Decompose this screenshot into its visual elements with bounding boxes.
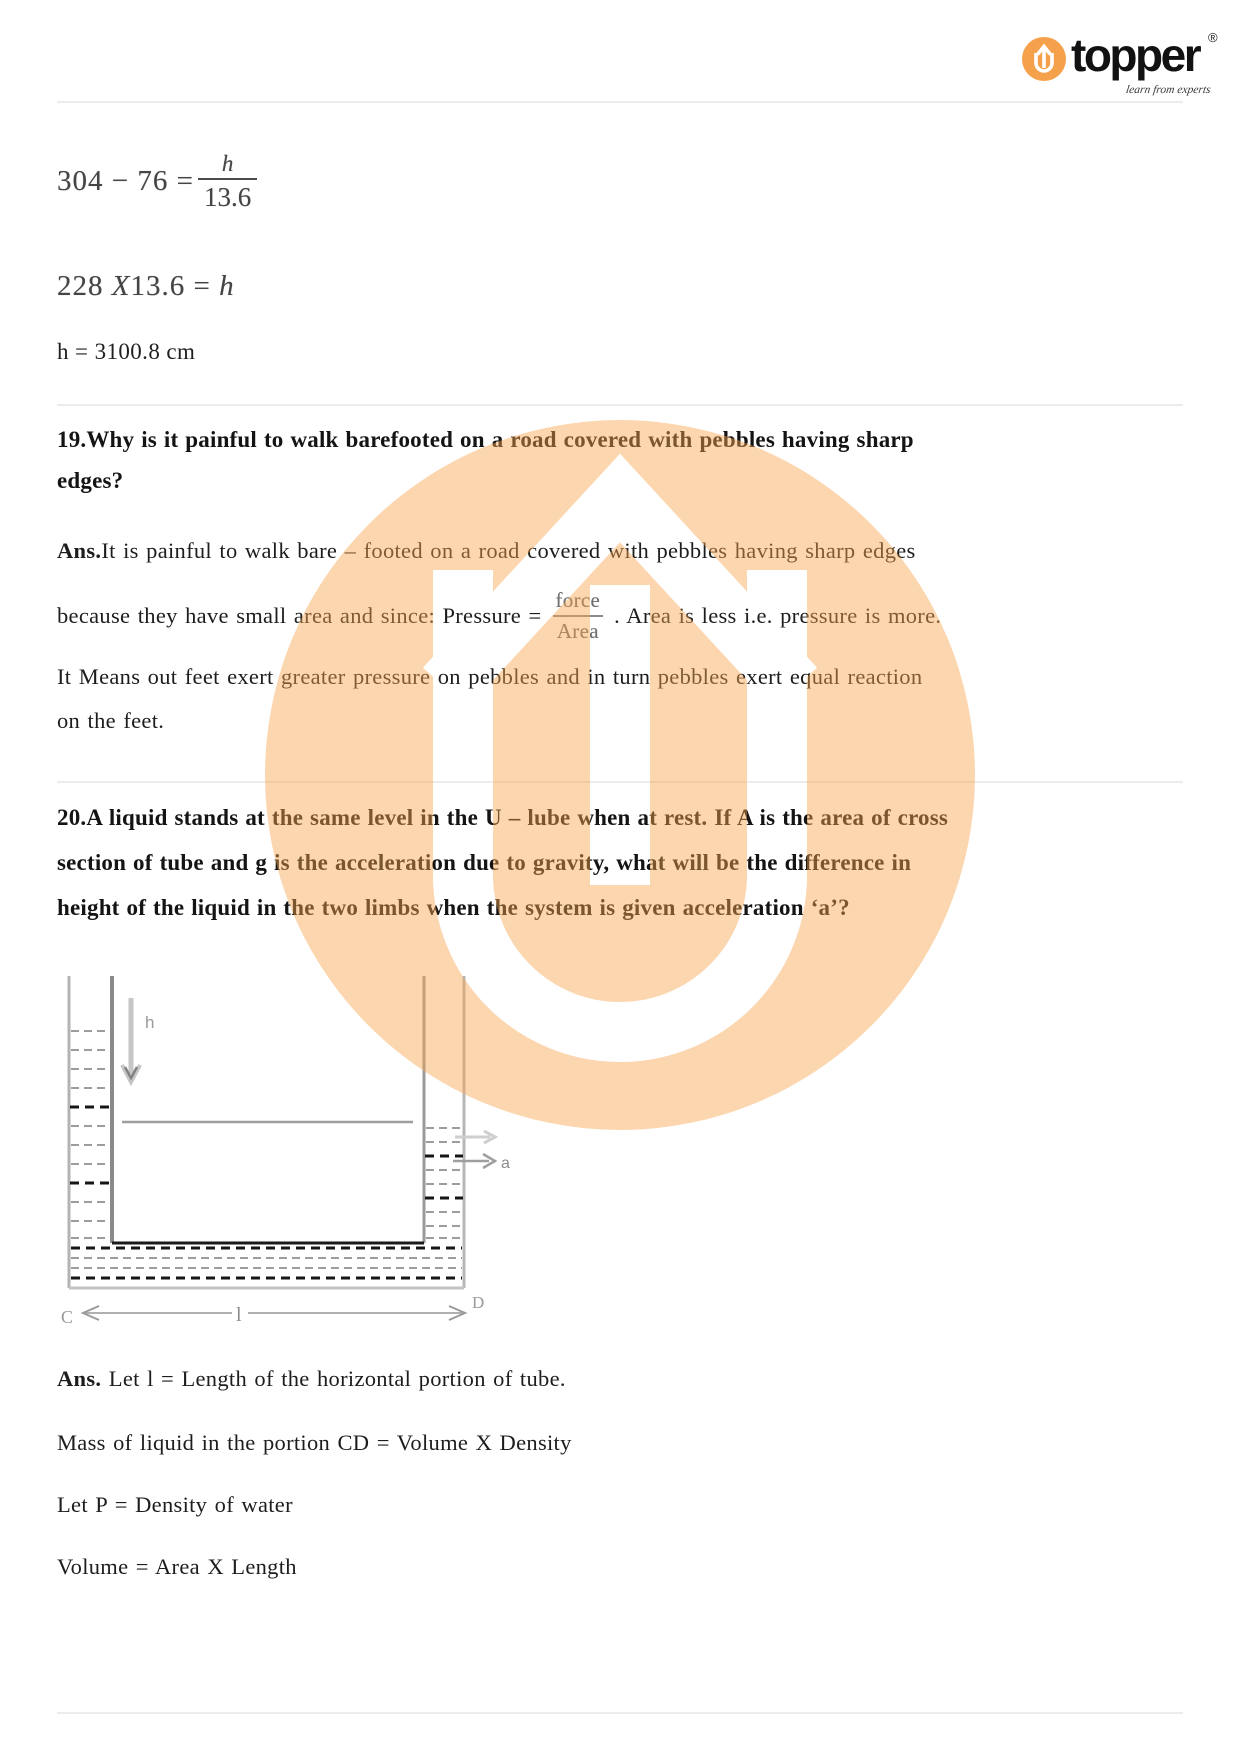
answer-19-line1-text: It is painful to walk bare – footed on a road covered with pebbles having sharp edges [101,538,916,563]
right-limb-bold-hatch [425,1156,463,1198]
answer-20-label: Ans. [57,1366,102,1391]
answer-19-line3: It Means out feet exert greater pressure on pebbles and in turn pebbles exert equal reaction [57,664,923,689]
horizontal-liquid-hatch [71,1248,462,1278]
equation-3: h = 3100.8 cm [57,339,196,364]
divider-q20 [57,781,1183,783]
answer-19-line1 [57,540,916,563]
u-tube-diagram [55,970,535,1338]
question-20-line2: section of tube and g is the acceleration due to gravity, what will be the difference in [57,850,912,875]
divider-q19 [57,404,1183,406]
d-label: D [472,1293,485,1312]
answer-20-line3: Let P = Density of water [57,1492,293,1517]
u-arrow-icon [1022,37,1066,81]
length-measure-arrow [83,1306,465,1320]
pressure-fraction-numerator: force [555,588,601,612]
answer-19-line2 [57,578,941,654]
equation-1-numerator: h [221,151,234,176]
question-20-line3: height of the liquid in the two limbs when the system is given acceleration ‘a’? [57,895,850,920]
question-20-line1: 20.A liquid stands at the same level in the U – lube when at rest. If A is the area of cross [57,805,949,830]
h-label: h [145,1013,155,1032]
c-label: C [61,1307,74,1327]
brand-name: topper [1071,29,1200,81]
divider-bottom [57,1712,1183,1714]
l-label: l [236,1304,242,1326]
answer-20-line1 [57,1368,566,1391]
equation-1-fraction [198,152,257,211]
equation-1 [57,152,261,211]
divider-top [57,101,1183,103]
equation-2-x: X [111,270,131,302]
answer-19-line2-post: . Area is less i.e. pressure is more. [614,602,942,628]
equation-2-part2: 13.6 = [130,270,220,302]
question-19-line1: 19.Why is it painful to walk barefooted on a road covered with pebbles having sharp [57,427,914,452]
h-arrow [122,998,140,1082]
right-limb-liquid-hatch [426,1128,462,1238]
answer-19-line2-pre: because they have small area and since: Pressure = [57,602,542,628]
answer-19-label: Ans. [57,538,102,563]
equation-1-lhs: 304 − 76 = [57,165,194,197]
answer-19-line4: on the feet. [57,708,165,733]
left-limb-liquid-hatch [71,1031,110,1238]
answer-20-line2: Mass of liquid in the portion CD = Volume X Density [57,1430,572,1455]
answer-20-line1-text: Let l = Length of the horizontal portion of tube. [101,1366,566,1391]
equation-2 [57,272,235,301]
equation-2-part: 228 [57,270,112,302]
question-19-line2: edges? [57,468,124,493]
pressure-fraction-denominator: Area [553,615,603,642]
a-label: a [501,1155,510,1172]
brand-logo-circle [1022,37,1066,81]
acceleration-arrow-small [455,1131,495,1143]
registered-mark: ® [1208,30,1218,45]
pressure-fraction [550,590,607,642]
equation-1-denominator: 13.6 [198,178,257,211]
brand-tagline: learn from experts [1125,84,1212,96]
answer-20-line4: Volume = Area X Length [57,1554,297,1579]
equation-2-h: h [219,270,235,302]
